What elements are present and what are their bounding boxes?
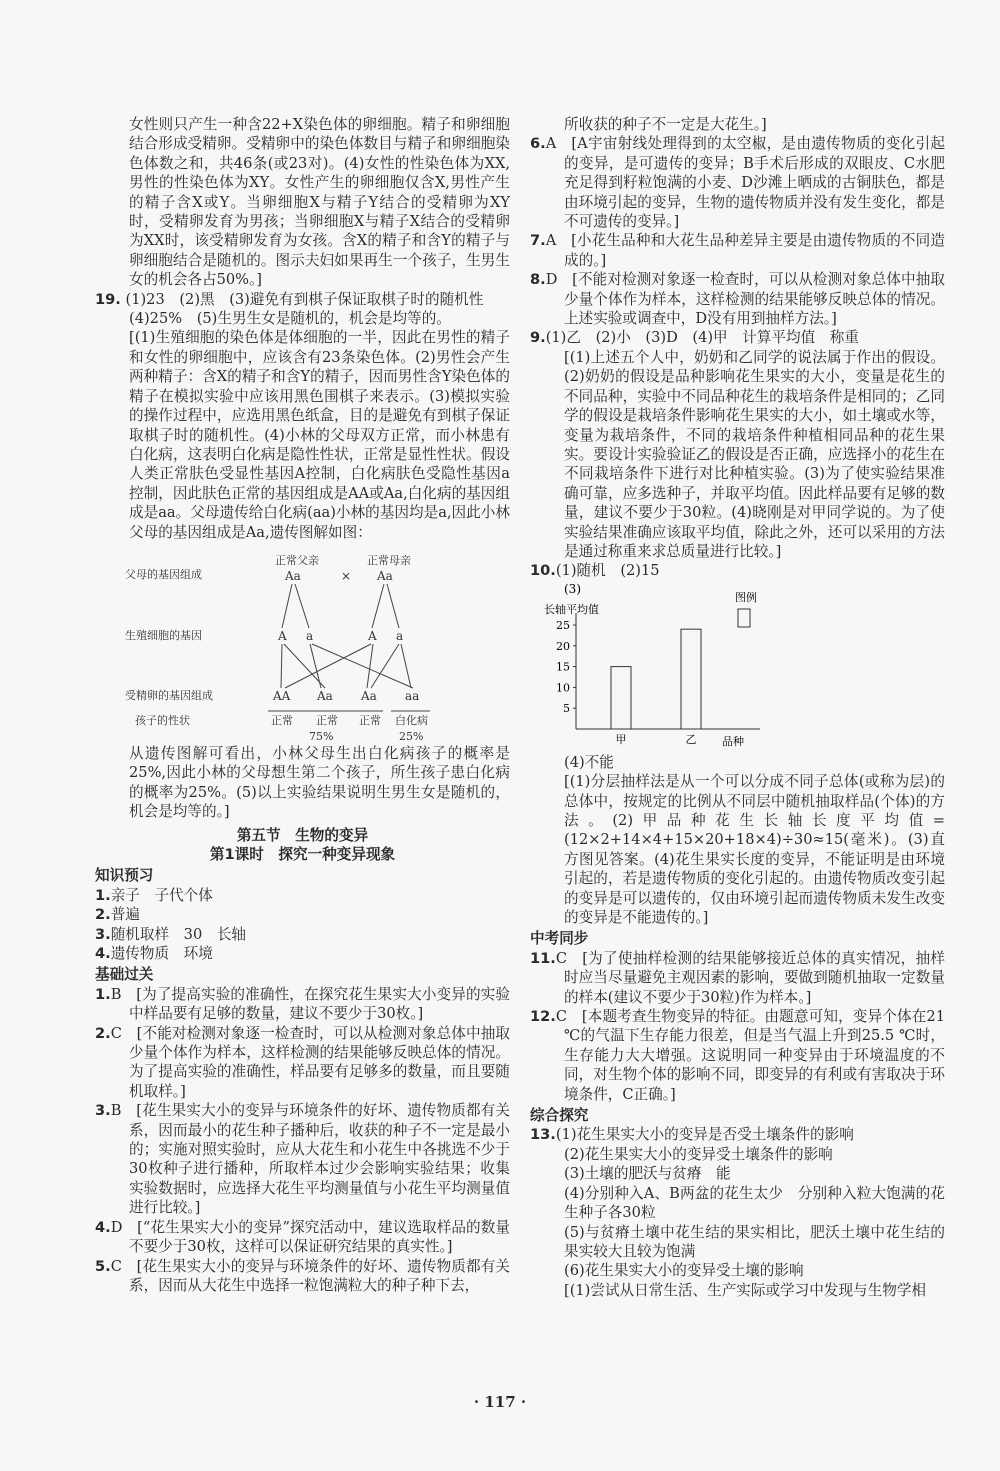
diagram-father-genotype: Aa [285,568,301,583]
answer-19-conclusion: 从遗传图解可看出，小林父母生出白化病孩子的概率是25%,因此小林的父母想生第二个孩子，所生孩子患白化病的概率为25%。(5)以上实验结果说明生男生女是随机的，机会是均等的。] [129,744,510,821]
answer-7 [530,231,945,270]
chart-ylabel: 长轴平均值 [544,602,599,616]
diagram-gamete: A [278,628,287,643]
diagram-percent-normal: 75% [309,729,334,742]
diagram-mother: 正常母亲 [367,553,411,567]
chart-part-label: (3) [564,581,581,596]
chart-category-label: 乙 [685,732,697,746]
section-title: 第五节 生物的变异 [236,826,369,844]
question-number: 2. [95,906,111,924]
preview-answer: 普遍 [110,906,140,924]
answer-text: C [不能对检测对象逐一检查时，可以从检测对象总体中抽取少量个体作为样本，这样检测的结果能够反映总体的情况。为了提高实验的准确性，样品要有足够多的数量，而且要随机取样。] [110,1024,510,1100]
answer-6 [530,134,945,231]
question-number: 11. [530,949,556,967]
answer-3 [95,1101,510,1217]
lesson-title: 第1课时 探究一种变异现象 [209,845,396,863]
answer-10-part4: (4)不能 [564,753,614,771]
answer-13 [530,1125,945,1144]
answer-13-line: [(1)尝试从日常生活、生产实际或学习中发现与生物学相 [564,1281,927,1299]
genetic-diagram [95,544,510,742]
answer-5 [95,1257,510,1296]
genetic-diagram-svg [95,544,510,742]
mid-exam-heading: 中考同步 [530,930,589,948]
question-number: 6. [530,135,546,153]
question-number: 7. [530,232,546,250]
chart-legend-box [738,609,750,627]
question-number: 3. [95,1102,111,1120]
answer-1 [95,985,510,1024]
question-number: 2. [95,1024,111,1042]
diagram-label-zygotes: 受精卵的基因组成 [125,688,213,702]
answer-9-explanation: [(1)上述五个人中，奶奶和乙同学的说法属于作出的假设。(2)奶奶的假设是品种影响花生果实的大小，变量是花生的不同品种，实验中不同品种花生的栽培条件是相同的；乙同学的假设是栽培条件影响花生果实的大小，如土壤或水等，变量为栽培条件，不同的栽培条件种植相同品种的花生果实。要设计实验验证乙的假设是否正确，应选择小的花生在不同栽培条件下进行对比种植实验。(3)为了使实验结果准确可靠，应多选种子，并取平均值。因此样品要有足够的数量，建议不要少于30粒。(4)晓刚是对甲同学说的。为了使实验结果准确应该取平均值，除此之外，还可以采用的方法是通过称重来求总质量进行比较。] [564,348,945,560]
answer-9 [530,328,945,347]
answer-13-line: (2)花生果实大小的变异受土壤条件的影响 [564,1145,833,1163]
answer-text: (1)随机 (2)15 [555,562,660,580]
answer-text: B [花生果实大小的变异与环境条件的好坏、遗传物质都有关系，因而最小的花生种子播种后，收获的种子不一定是最小的；实施对照实验时，应从大花生和小花生中各挑选不少于30枚种子进行播种，所取样本过少会影响实验结果；收集实验数据时，应选择大花生平均测量值与小花生平均测量值进行比较。] [110,1102,510,1217]
preview-item-3 [95,925,510,944]
q18-continuation: 女性则只产生一种含22+X染色体的卵细胞。精子和卵细胞结合形成受精卵。受精卵中的染色体数目与精子和卵细胞染色体数之和，共46条(或23对)。(4)女性的性染色体为XX,男性的性染色体为XY。女性产生的卵细胞仅含X,男性产生的精子含X或Y。当卵细胞X与精子Y结合的受精卵为XY时，受精卵发育为男孩；当卵细胞X与精子X结合的受精卵为XX时，该受精卵发育为女孩。含X的精子和含Y的精子与卵细胞结合是随机的。图示夫妇如果再生一个孩子，生男生女的机会各占50%。] [129,116,510,289]
answer-text: C [花生果实大小的变异与环境条件的好坏、遗传物质都有关系，因而从大花生中选择一粒饱满粒大的种子种下去， [110,1257,510,1294]
answer-19-line2: (4)25% (5)生男生女是随机的，机会是均等的。 [129,310,451,328]
basic-heading: 基础过关 [95,966,154,984]
chart-y-tick-label: 15 [556,660,570,674]
answer-10-explanation: [(1)分层抽样法是从一个可以分成不同子总体(或称为层)的总体中，按规定的比例从不同层中随机抽取样品(个体)的方法。(2)甲品种花生长轴长度平均值=(12×2+14×4+15×20+18×4)÷30≈15(毫米)。(3)直方图见答案。(4)花生果实长度的变异，不能证明是由环境引起的，若是遗传物质的变化引起的。由遗传物质改变引起的变异是可以遗传的，仅由环境引起而遗传物质未发生改变的变异是不能遗传的。] [564,773,945,926]
right-column [530,115,945,1300]
question-number: 1. [95,985,111,1003]
diagram-zygote: Aa [361,688,377,703]
diagram-trait: 白化病 [395,713,428,727]
chart-bar [681,629,701,729]
preview-answer: 亲子 子代个体 [110,886,213,904]
left-column [95,115,510,1295]
chart-xlabel: 品种 [722,734,744,748]
diagram-father: 正常父亲 [275,553,319,567]
question-number: 1. [95,886,111,904]
preview-answer: 随机取样 30 长轴 [110,925,247,943]
diagram-trait: 正常 [316,713,338,727]
chart-category-label: 甲 [615,732,627,746]
chart-bar [611,666,631,728]
question-number: 12. [530,1008,556,1026]
answer-text: B [为了提高实验的准确性，在探究花生果实大小变异的实验中样品要有足够的数量，建议不要少于30枚。] [110,985,510,1023]
diagram-zygote: AA [273,688,291,703]
answer-text: (1)乙 (2)小 (3)D (4)甲 计算平均值 称重 [545,329,859,347]
question-number: 8. [530,271,546,289]
answer-text: A [A宇宙射线处理得到的太空椒，是由遗传物质的变化引起的变异，是可遗传的变异；B手术后形成的双眼皮、C水肥充足得到籽粒饱满的小麦、D沙滩上晒成的古铜肤色，都是由环境引起的变异，生物的遗传物质并没有发生变化，都是不可遗传的变异。] [545,135,945,231]
answer-text: D [“花生果实大小的变异”探究活动中，建议选取样品的数量不要少于30枚，这样可以保证研究结果的真实性。] [110,1218,510,1256]
answer-19-line1: (1)23 (2)黑 (3)避免有到棋子保证取棋子时的随机性 [125,290,484,308]
preview-answer: 遗传物质 环境 [110,945,213,962]
preview-item-1 [95,886,510,905]
question-number: 10. [530,562,556,580]
answer-13-line: (4)分别种入A、B两盆的花生太少 分别种入粒大饱满的花生种子各30粒 [564,1184,945,1222]
answer-12 [530,1007,945,1104]
answer-4 [95,1218,510,1257]
diagram-gamete: a [306,628,314,643]
answer-text: D [不能对检测对象逐一检查时，可以从检测对象总体中抽取少量个体作为样本，这样检测的结果能够反映总体的情况。上述实验或调查中，D没有用到抽样方法。] [545,271,945,328]
diagram-zygote: aa [405,688,420,703]
question-number: 13. [530,1126,556,1144]
bar-chart-svg [530,581,945,753]
chart-y-tick-label: 10 [556,681,570,695]
answer-10 [530,561,945,580]
diagram-percent-albino: 25% [399,729,424,742]
question-number: 9. [530,329,546,347]
question-number: 4. [95,945,111,962]
chart-y-tick-label: 5 [563,701,570,715]
answer-text: C [本题考查生物变异的特征。由题意可知，变异个体在21 ℃的气温下生存能力很差，但是当气温上升到25.5 ℃时，生存能力大大增强。这说明同一种变异由于环境温度的不同，对生物个体的影响不同，即变异的有利或有害取决于环境条件，C正确。] [555,1008,945,1103]
diagram-trait: 正常 [359,713,381,727]
answer-19 [95,290,510,309]
answer-13-line: (6)花生果实大小的变异受土壤的影响 [564,1262,804,1280]
diagram-label-parents: 父母的基因组成 [125,567,202,581]
question-number: 3. [95,925,111,943]
diagram-gamete: a [396,628,404,643]
chart-y-tick-label: 20 [556,639,570,653]
diagram-label-gametes: 生殖细胞的基因 [125,628,202,642]
answer-8 [530,270,945,328]
preview-heading: 知识预习 [95,867,154,885]
answer-11 [530,949,945,1007]
question-number: 5. [95,1257,111,1275]
synthesis-heading: 综合探究 [530,1107,589,1125]
diagram-mother-genotype: Aa [377,568,393,583]
chart-legend-label: 图例 [735,590,757,604]
diagram-gamete: A [368,628,377,643]
answer-text: (1)花生果实大小的变异是否受土壤条件的影响 [555,1126,854,1144]
diagram-trait: 正常 [271,713,293,727]
bar-chart [530,581,945,753]
diagram-label-traits: 孩子的性状 [135,713,190,727]
answer-2 [95,1024,510,1102]
answer-text: A [小花生品种和大花生品种差异主要是由遗传物质的不同造成的。] [545,232,945,269]
question-number: 19. [95,290,121,308]
preview-item-4 [95,944,510,963]
question-number: 4. [95,1218,111,1236]
diagram-zygote: Aa [317,688,333,703]
preview-item-2 [95,905,510,924]
answer-19-explanation: [(1)生殖细胞的染色体是体细胞的一半，因此在男性的精子和女性的卵细胞中，应该含有23条染色体。(2)男性会产生两种精子：含X的精子和含Y的精子，因而男性含Y染色体的精子在模拟实验中应该用黑色围棋子来表示。(3)模拟实验的操作过程中，应选用黑色纸盒，目的是避免有到棋子保证取棋子时的随机性。(4)小林的父母双方正常，而小林患有白化病，这表明白化病是隐性性状，正常是显性性状。假设人类正常肤色受显性基因A控制，白化病肤色受隐性基因a控制，因此肤色正常的基因组成是AA或Aa,白化病的基因组成是aa。父母遗传给白化病(aa)小林的基因均是a,因此小林父母的基因组成是Aa,遗传图解如图： [129,329,510,541]
answer-5-continuation: 所收获的种子不一定是大花生。] [564,116,767,133]
answer-13-line: (3)土壤的肥沃与贫瘠 能 [564,1165,731,1183]
answer-text: C [为了使抽样检测的结果能够接近总体的真实情况，抽样时应当尽量避免主观因素的影响，要做到随机抽取一定数量的样本(建议不要少于30粒)作为样本。] [555,949,945,1006]
answer-13-line: (5)与贫瘠土壤中花生结的果实相比，肥沃土壤中花生结的果实较大且较为饱满 [564,1223,945,1260]
page-number: · 117 · [473,1393,527,1411]
chart-y-tick-label: 25 [556,618,570,632]
diagram-cross: × [341,568,352,583]
